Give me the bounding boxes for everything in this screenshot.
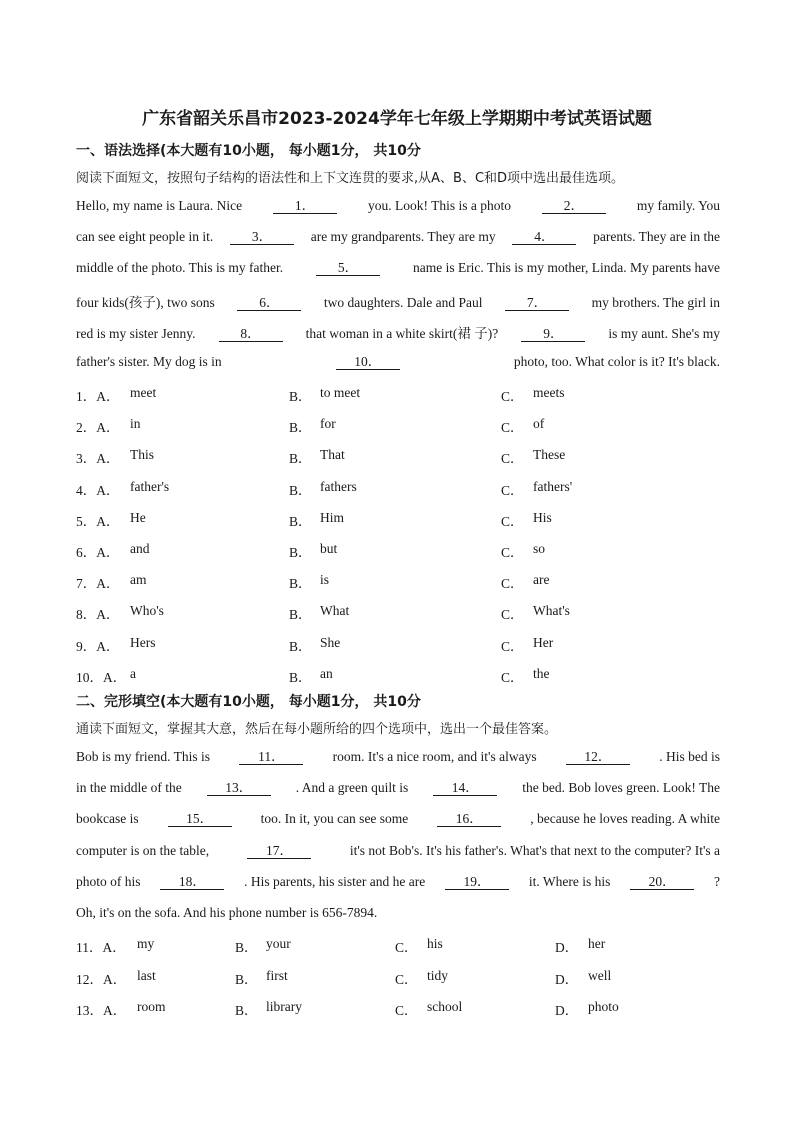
option-c[interactable]: his (427, 936, 443, 951)
passage-text: Hello, my name is Laura. Nice (76, 198, 243, 213)
passage-text: my brothers. The girl in (591, 295, 720, 310)
passage-text: too. In it, you can see some (260, 811, 409, 826)
question-row (76, 635, 716, 653)
option-c-label: C． (501, 545, 524, 560)
passage-text: red is my sister Jenny. (76, 326, 196, 341)
option-a[interactable]: This (130, 447, 155, 463)
passage-text: Bob is my friend. This is (76, 749, 211, 764)
passage-line (76, 874, 720, 890)
option-b[interactable]: Him (320, 509, 345, 525)
passage-line (76, 843, 720, 859)
passage-text: are my grandparents. They are my (310, 229, 496, 244)
option-b[interactable]: fathers (320, 478, 357, 494)
option-c[interactable]: His (533, 509, 552, 525)
option-a[interactable]: am (130, 572, 147, 588)
option-a[interactable]: meet (130, 385, 157, 400)
option-b-label: B． (289, 669, 312, 685)
answer-blank[interactable]: 3． (230, 229, 294, 245)
answer-blank[interactable]: 1． (273, 198, 337, 214)
question-number: 3．A． (76, 451, 120, 467)
question-row (76, 999, 716, 1017)
answer-blank[interactable]: 11． (239, 749, 303, 765)
option-b-label: B． (289, 545, 312, 560)
option-c-label: C． (501, 638, 524, 654)
passage-text: you. Look! This is a photo (367, 198, 511, 213)
option-b-label: B． (289, 420, 312, 436)
section2-heading: 二、完形填空(本大题有10小题， 每小题1分， 共10分 (76, 694, 421, 710)
answer-blank[interactable]: 16． (437, 811, 501, 827)
passage-text: . His bed is (659, 749, 720, 764)
option-c-label: C． (395, 971, 418, 987)
option-c-label: C． (501, 389, 524, 404)
answer-blank[interactable]: 19． (445, 874, 509, 890)
answer-blank[interactable]: 12． (566, 749, 630, 765)
passage-line (76, 322, 720, 342)
option-c-label: C． (395, 1003, 418, 1018)
option-d-label: D． (555, 1003, 579, 1018)
question-number: 4．A． (76, 482, 120, 498)
answer-blank[interactable]: 6． (237, 295, 301, 311)
passage-text: Oh, it's on the sofa. And his phone number is 656-7894. (76, 905, 378, 920)
option-d[interactable]: photo (588, 999, 619, 1014)
option-b[interactable]: first (266, 967, 288, 983)
option-a[interactable]: my (137, 936, 155, 951)
option-b-label: B． (235, 940, 258, 955)
option-b-label: B． (235, 1003, 258, 1018)
passage-text: room. It's a nice room, and it's always (332, 749, 537, 764)
passage-text: is my aunt. She's my (608, 326, 720, 341)
option-b-label: B． (235, 971, 258, 987)
passage-text: photo of his (76, 874, 141, 889)
option-b[interactable]: your (266, 936, 291, 951)
question-number: 10．A． (76, 669, 127, 685)
passage-text: four kids(孩子), two sons (76, 295, 215, 310)
option-c-label: C． (501, 513, 524, 529)
question-row (76, 447, 716, 465)
passage-text: photo, too. What color is it? It's black. (513, 354, 720, 369)
question-number: 13．A． (76, 1003, 127, 1018)
question-row (76, 666, 716, 684)
option-c[interactable]: the (533, 665, 550, 681)
option-c[interactable]: meets (533, 385, 565, 400)
passage-line (76, 905, 720, 921)
passage-text: parents. They are in the (593, 229, 720, 244)
option-c[interactable]: Her (533, 634, 554, 650)
question-number: 6．A． (76, 545, 120, 560)
option-d[interactable]: well (588, 967, 612, 983)
option-c-label: C． (501, 451, 524, 467)
answer-blank[interactable]: 14． (433, 780, 497, 796)
option-a[interactable]: Hers (130, 634, 156, 650)
passage-text: bookcase is (76, 811, 139, 826)
option-b[interactable]: She (320, 634, 341, 650)
passage-text: . His parents, his sister and he are (244, 874, 426, 889)
passage-text: it's not Bob's. It's his father's. What's that next to the computer? It's a (349, 843, 720, 858)
option-a[interactable]: a (130, 665, 136, 681)
passage-line (76, 780, 720, 796)
question-row (76, 572, 716, 590)
option-b[interactable]: That (320, 447, 345, 463)
passage-text: ? (713, 874, 720, 889)
question-row (76, 510, 716, 528)
option-a[interactable]: Who's (130, 603, 164, 619)
option-c[interactable]: are (533, 572, 550, 588)
question-number: 9．A． (76, 638, 120, 654)
answer-blank[interactable]: 20． (630, 874, 694, 890)
question-number: 11．A． (76, 940, 126, 955)
option-b[interactable]: an (320, 665, 333, 681)
question-number: 1．A． (76, 389, 120, 404)
question-row (76, 479, 716, 497)
question-number: 8．A． (76, 607, 120, 623)
passage-text: father's sister. My dog is in (76, 354, 222, 369)
passage-line (76, 229, 720, 245)
option-c-label: C． (501, 482, 524, 498)
option-c[interactable]: fathers' (533, 478, 573, 494)
option-c[interactable]: These (533, 447, 566, 463)
passage-text: . And a green quilt is (295, 780, 409, 795)
question-row (76, 603, 716, 621)
passage-text: name is Eric. This is my mother, Linda. My parents have (412, 260, 720, 275)
passage-text: computer is on the table, (76, 843, 210, 858)
option-b-label: B． (289, 451, 312, 467)
passage-text: that woman in a white skirt(裙 子)? (305, 326, 499, 341)
option-c-label: C． (501, 576, 524, 592)
question-row (76, 541, 716, 559)
option-b-label: B． (289, 638, 312, 654)
option-b-label: B． (289, 482, 312, 498)
option-b[interactable]: is (320, 572, 330, 588)
option-b-label: B． (289, 576, 312, 592)
passage-text: middle of the photo. This is my father. (76, 260, 284, 275)
passage-line (76, 291, 720, 311)
passage-text: my family. You (636, 198, 720, 213)
answer-blank[interactable]: 2． (542, 198, 606, 214)
passage-text: two daughters. Dale and Paul (323, 295, 483, 310)
option-b-label: B． (289, 513, 312, 529)
page-title: 广东省韶关乐昌市2023-2024学年七年级上学期期中考试英语试题 (142, 109, 652, 129)
option-c[interactable]: tidy (427, 967, 449, 983)
question-row (76, 936, 716, 954)
option-a[interactable]: in (130, 416, 141, 432)
question-number: 5．A． (76, 513, 120, 529)
passage-line (76, 354, 720, 370)
option-c-label: C． (501, 607, 524, 623)
passage-line (76, 749, 720, 765)
question-row (76, 385, 716, 403)
answer-blank[interactable]: 5． (316, 260, 380, 276)
option-d-label: D． (555, 971, 579, 987)
option-a[interactable]: room (137, 999, 166, 1014)
answer-blank[interactable]: 15． (168, 811, 232, 827)
option-c[interactable]: of (533, 416, 545, 432)
option-b[interactable]: but (320, 541, 338, 556)
section1-heading: 一、语法选择(本大题有10小题， 每小题1分， 共10分 (76, 143, 421, 159)
option-a[interactable]: father's (130, 478, 170, 494)
passage-text: can see eight people in it. (76, 229, 214, 244)
option-c[interactable]: school (427, 999, 463, 1014)
option-c-label: C． (501, 669, 524, 685)
option-b-label: B． (289, 607, 312, 623)
option-d-label: D． (555, 940, 579, 955)
answer-blank[interactable]: 17． (247, 843, 311, 859)
option-c[interactable]: What's (533, 603, 570, 619)
option-c[interactable]: so (533, 541, 546, 556)
section1-instruction: 阅读下面短文，按照句子结构的语法性和上下文连贯的要求,从A、B、C和D项中选出最佳选项。 (76, 171, 625, 186)
option-a[interactable]: He (130, 509, 146, 525)
option-b[interactable]: for (320, 416, 336, 432)
passage-line (76, 198, 720, 214)
option-a[interactable]: and (130, 541, 150, 556)
question-number: 2．A． (76, 420, 120, 436)
option-b[interactable]: What (320, 603, 350, 619)
section2-instruction: 通读下面短文，掌握其大意，然后在每小题所给的四个选项中，选出一个最佳答案。 (76, 722, 558, 737)
option-b[interactable]: to meet (320, 385, 361, 400)
answer-blank[interactable]: 7． (505, 295, 569, 311)
passage-text: the bed. Bob loves green. Look! The (522, 780, 720, 795)
option-b[interactable]: library (266, 999, 302, 1014)
option-a[interactable]: last (137, 967, 156, 983)
passage-line (76, 811, 720, 827)
question-row (76, 416, 716, 434)
option-d[interactable]: her (588, 936, 606, 951)
answer-blank[interactable]: 8． (219, 326, 283, 342)
option-b-label: B． (289, 389, 312, 404)
passage-text: it. Where is his (528, 874, 611, 889)
question-row (76, 968, 716, 986)
option-c-label: C． (395, 940, 418, 955)
answer-blank[interactable]: 13． (207, 780, 271, 796)
question-number: 12．A． (76, 971, 127, 987)
option-c-label: C． (501, 420, 524, 436)
answer-blank[interactable]: 10． (336, 354, 400, 370)
passage-text: , because he loves reading. A white (530, 811, 720, 826)
passage-text: in the middle of the (76, 780, 182, 795)
answer-blank[interactable]: 18． (160, 874, 224, 890)
answer-blank[interactable]: 4． (512, 229, 576, 245)
question-number: 7．A． (76, 576, 120, 592)
answer-blank[interactable]: 9． (521, 326, 585, 342)
passage-line (76, 260, 720, 276)
